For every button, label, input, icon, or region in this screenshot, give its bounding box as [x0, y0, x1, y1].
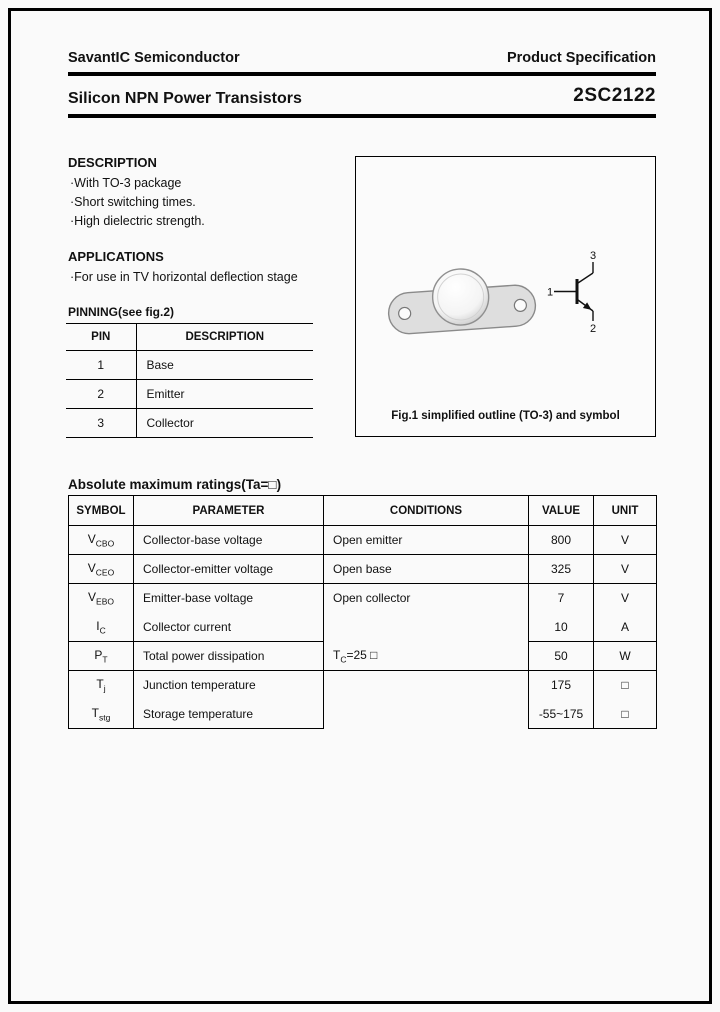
mounting-hole-right	[514, 299, 527, 312]
symbol-cell	[69, 613, 134, 642]
pin-description: Emitter	[136, 380, 313, 409]
conditions-cell	[324, 642, 529, 671]
table-row	[69, 642, 657, 671]
symbol-subscript: CBO	[95, 538, 115, 549]
value-cell: 325	[529, 555, 594, 584]
description-item: ·With TO-3 package	[70, 176, 182, 190]
symbol-subscript: T	[102, 654, 108, 665]
pinning-table	[66, 323, 313, 438]
collector-line	[578, 273, 593, 283]
table-row	[66, 409, 313, 438]
value-cell: 10	[529, 613, 594, 642]
value-cell: -55~175	[529, 700, 594, 729]
pinning-header-row	[66, 324, 313, 351]
parameter-cell: Collector-emitter voltage	[134, 555, 324, 584]
symbol-cell	[69, 671, 134, 700]
conditions-cell: Open base	[324, 555, 529, 584]
value-cell: 175	[529, 671, 594, 700]
value-cell: 50	[529, 642, 594, 671]
description-item: ·Short switching times.	[70, 195, 196, 209]
unit-cell: W	[594, 642, 657, 671]
unit-cell: V	[594, 584, 657, 613]
parameter-cell: Emitter-base voltage	[134, 584, 324, 613]
symbol-column-header: SYMBOL	[69, 496, 134, 526]
description-heading: DESCRIPTION	[68, 155, 157, 170]
value-cell: 800	[529, 526, 594, 555]
symbol-cell	[69, 555, 134, 584]
pin-label-emitter: 2	[590, 323, 597, 334]
symbol-subscript: EBO	[96, 596, 114, 607]
condition-base: T	[333, 647, 341, 662]
unit-cell: □	[594, 671, 657, 700]
unit-column-header: UNIT	[594, 496, 657, 526]
mounting-hole-left	[398, 307, 411, 320]
pin-column-header: PIN	[66, 324, 136, 351]
vendor-name: SavantIC Semiconductor	[68, 50, 240, 66]
symbol-cell	[69, 584, 134, 613]
part-number: 2SC2122	[573, 85, 656, 106]
symbol-cell	[69, 642, 134, 671]
unit-cell: □	[594, 700, 657, 729]
ratings-header-row	[69, 496, 657, 526]
symbol-base: V	[87, 560, 96, 575]
table-row	[69, 584, 657, 613]
ratings-heading: Absolute maximum ratings(Ta=□)	[68, 477, 282, 492]
parameter-cell: Junction temperature	[134, 671, 324, 700]
parameter-cell: Total power dissipation	[134, 642, 324, 671]
symbol-base: V	[88, 590, 97, 605]
symbol-base: T	[96, 677, 104, 692]
parameter-column-header: PARAMETER	[134, 496, 324, 526]
pin-number: 3	[66, 409, 136, 438]
value-column-header: VALUE	[529, 496, 594, 526]
symbol-subscript: stg	[99, 711, 111, 722]
pin-description: Base	[136, 351, 313, 380]
conditions-column-header: CONDITIONS	[324, 496, 529, 526]
figure-caption: Fig.1 simplified outline (TO-3) and symbol	[391, 410, 620, 422]
value-cell: 7	[529, 584, 594, 613]
applications-item: ·For use in TV horizontal deflection stage	[70, 270, 298, 284]
conditions-cell	[324, 671, 529, 729]
parameter-cell: Storage temperature	[134, 700, 324, 729]
symbol-subscript: j	[103, 683, 106, 694]
symbol-base: T	[91, 705, 99, 720]
unit-cell: V	[594, 526, 657, 555]
pinning-heading: PINNING(see fig.2)	[68, 305, 175, 319]
table-row	[66, 380, 313, 409]
emitter-arrow	[583, 302, 592, 310]
symbol-cell	[69, 526, 134, 555]
page-title: Silicon NPN Power Transistors	[68, 90, 302, 107]
table-row	[69, 671, 657, 700]
condition-subscript: C	[340, 653, 347, 664]
unit-cell: A	[594, 613, 657, 642]
condition-tail: =25 □	[346, 647, 378, 662]
title-rule	[68, 114, 656, 118]
pin-label-base: 1	[547, 286, 554, 299]
header-rule	[68, 72, 656, 76]
pin-description: Collector	[136, 409, 313, 438]
description-column-header: DESCRIPTION	[136, 324, 313, 351]
applications-heading: APPLICATIONS	[68, 249, 164, 264]
parameter-cell: Collector current	[134, 613, 324, 642]
unit-cell: V	[594, 555, 657, 584]
pin-number: 1	[66, 351, 136, 380]
description-item: ·High dielectric strength.	[70, 214, 205, 228]
conditions-cell: Open collector	[324, 584, 529, 642]
table-row	[69, 555, 657, 584]
symbol-subscript: C	[99, 624, 106, 635]
pin-number: 2	[66, 380, 136, 409]
table-row	[69, 526, 657, 555]
figure-1-box	[355, 156, 656, 437]
parameter-cell: Collector-base voltage	[134, 526, 324, 555]
spec-label: Product Specification	[506, 50, 656, 66]
to3-package-drawing	[384, 257, 539, 342]
symbol-base: I	[96, 618, 100, 633]
symbol-base: V	[87, 531, 96, 546]
ratings-table	[68, 495, 657, 729]
symbol-cell	[69, 700, 134, 729]
pin-label-collector: 3	[590, 250, 597, 262]
symbol-base: P	[94, 647, 103, 662]
npn-transistor-symbol	[546, 249, 616, 334]
symbol-subscript: CEO	[95, 567, 115, 578]
conditions-cell: Open emitter	[324, 526, 529, 555]
table-row	[66, 351, 313, 380]
